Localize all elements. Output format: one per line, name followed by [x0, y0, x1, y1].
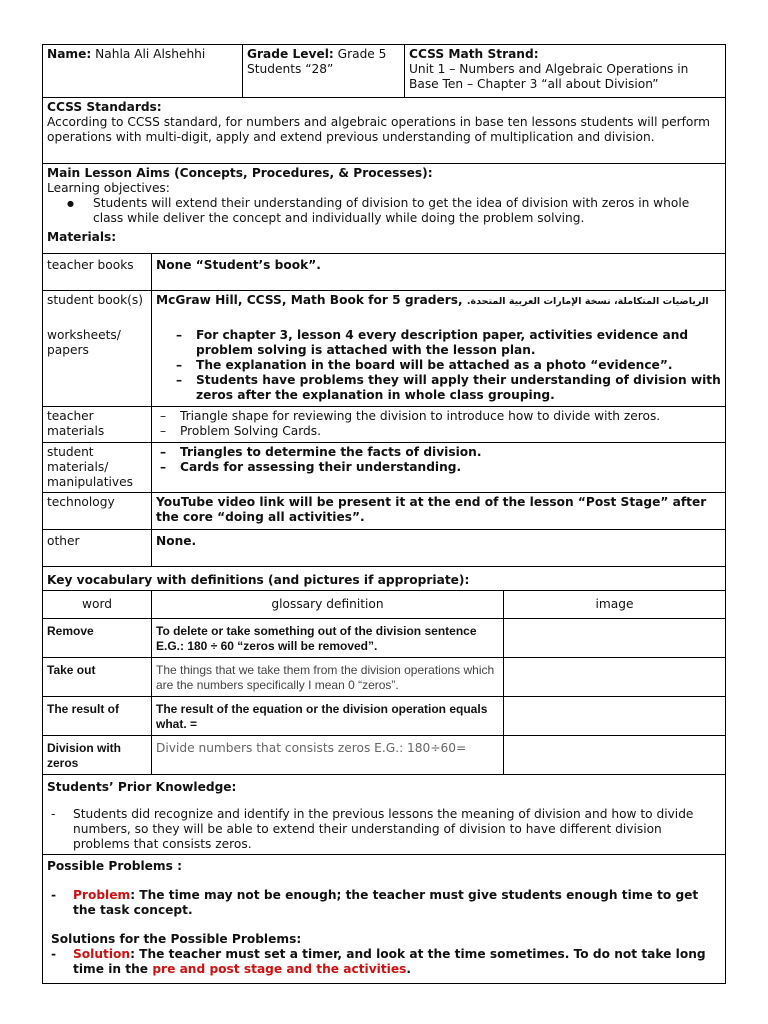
vocab-definition: The things that we take them from the division operations which are the numbers specifically I mean 0 “zeros”. — [151, 658, 503, 696]
materials-teacher-books-row — [43, 253, 725, 290]
name-cell — [43, 45, 242, 97]
technology-label: technology — [47, 495, 115, 509]
vocab-image-cell — [503, 697, 725, 735]
problems-cell — [43, 855, 725, 985]
vocabulary-heading-row — [43, 566, 725, 590]
prior-item: - Students did recognize and identify in the previous lessons the meaning of division and how to divide numbers, so they will be able to extend their understanding of division to have different division problems that consists zeros. — [51, 807, 694, 851]
name-label: Name: — [47, 47, 92, 61]
problems-heading: Possible Problems : — [47, 859, 182, 873]
problems-row — [43, 854, 725, 985]
student-books-value: McGraw Hill, CCSS, Math Book for 5 graders, — [156, 293, 463, 307]
header-row — [43, 45, 725, 97]
vocabulary-row — [43, 735, 725, 774]
worksheets-item: – Students have problems they will apply their understanding of division with zeros after the explanation in whole class grouping. — [176, 373, 721, 402]
prior-knowledge-row — [43, 774, 725, 854]
aims-cell — [43, 164, 725, 253]
standards-text: According to CCSS standard, for numbers and algebraic operations in base ten lessons students will perform operations with multi-digit, apply and extend previous understanding of multiplication and division. — [47, 115, 710, 144]
vocab-definition: The result of the equation or the division operation equals what. = — [151, 697, 503, 735]
strand-line-2: Base Ten – Chapter 3 “all about Division” — [409, 77, 659, 91]
solution-item: - Solution: The teacher must set a timer, and look at the time sometimes. To do not take long time in the pre and post stage and the activities. — [51, 947, 706, 976]
materials-student-materials-row — [43, 442, 725, 492]
aims-heading: Main Lesson Aims (Concepts, Procedures, & Processes): — [47, 166, 433, 180]
vocab-definition: Divide numbers that consists zeros E.G.: 180÷60= — [151, 736, 503, 774]
name-value: Nahla Ali Alshehhi — [95, 47, 206, 61]
teacher-materials-label: teacher materials — [47, 409, 105, 438]
vocabulary-row — [43, 696, 725, 735]
vocab-image-cell — [503, 736, 725, 774]
teacher-materials-item: – Triangle shape for reviewing the division to introduce how to divide with zeros. — [160, 409, 661, 423]
vocab-col-image: image — [503, 591, 725, 618]
aims-row — [43, 163, 725, 253]
teacher-materials-cell — [151, 407, 725, 442]
strand-cell — [404, 45, 725, 97]
student-books-cell — [151, 291, 725, 326]
worksheets-item: – For chapter 3, lesson 4 every description paper, activities evidence and problem solving is attached with the lesson plan. — [176, 328, 689, 357]
materials-student-books-row — [43, 290, 725, 326]
grade-label: Grade Level: — [247, 47, 334, 61]
prior-heading: Students’ Prior Knowledge: — [47, 780, 237, 794]
vocab-col-definition: glossary definition — [151, 591, 503, 618]
other-label: other — [47, 534, 80, 548]
vocabulary-heading: Key vocabulary with definitions (and pictures if appropriate): — [47, 573, 470, 587]
standards-cell — [43, 98, 725, 163]
other-value: None. — [151, 530, 725, 566]
solution-highlight: pre and post stage and the activities — [152, 962, 407, 976]
students-count: Students “28” — [247, 62, 334, 76]
strand-line-1: Unit 1 – Numbers and Algebraic Operations in — [409, 62, 689, 76]
objective-item: ● Students will extend their understanding of division to get the idea of division with zeros in whole class while deliver the concept and individually while doing the problem solving. — [93, 196, 721, 226]
teacher-materials-item: – Problem Solving Cards. — [160, 424, 321, 438]
student-books-label: student book(s) — [47, 293, 144, 307]
vocabulary-header-row — [43, 590, 725, 618]
problem-item: - Problem: The time may not be enough; the teacher must give students enough time to get the task concept. — [51, 888, 699, 917]
worksheets-label: worksheets/ papers — [47, 328, 121, 357]
vocab-word: Division with zeros — [47, 741, 122, 770]
vocabulary-row — [43, 618, 725, 657]
student-materials-cell — [151, 443, 725, 492]
vocabulary-row — [43, 657, 725, 696]
worksheets-item: – The explanation in the board will be attached as a photo “evidence”. — [176, 358, 673, 372]
vocab-word: Take out — [47, 663, 96, 677]
teacher-books-value: None “Student’s book”. — [151, 254, 725, 290]
vocab-image-cell — [503, 658, 725, 696]
technology-value: YouTube video link will be present it at the end of the lesson “Post Stage” after the core “doing all activities”. — [151, 493, 725, 529]
objectives-label: Learning objectives: — [47, 181, 170, 195]
standards-row — [43, 97, 725, 163]
lesson-plan-document — [42, 44, 726, 984]
standards-heading: CCSS Standards: — [47, 100, 162, 114]
vocab-image-cell — [503, 619, 725, 657]
student-materials-item: – Cards for assessing their understanding. — [160, 460, 462, 474]
teacher-books-label: teacher books — [47, 258, 134, 272]
student-books-arabic: الرياضيات المتكاملة، نسخة الإمارات العربية المتحدة. — [466, 296, 709, 307]
materials-heading: Materials: — [47, 230, 117, 244]
vocab-word: Remove — [47, 624, 94, 638]
materials-technology-row — [43, 492, 725, 529]
student-materials-item: – Triangles to determine the facts of division. — [160, 445, 482, 459]
solution-label: Solution — [73, 947, 131, 961]
vocab-col-word: word — [82, 597, 112, 611]
strand-label: CCSS Math Strand: — [409, 47, 539, 61]
problem-label: Problem — [73, 888, 131, 902]
grade-value: Grade 5 — [337, 47, 387, 61]
materials-worksheets-row — [43, 326, 725, 406]
worksheets-cell — [151, 326, 725, 406]
materials-other-row — [43, 529, 725, 566]
solutions-heading: Solutions for the Possible Problems: — [51, 932, 302, 946]
grade-cell — [242, 45, 404, 97]
vocab-word: The result of — [47, 702, 120, 716]
vocab-definition: To delete or take something out of the division sentence E.G.: 180 ÷ 60 “zeros will be removed”. — [151, 619, 503, 657]
materials-teacher-materials-row — [43, 406, 725, 442]
prior-knowledge-cell — [43, 775, 725, 854]
student-materials-label: student materials/ manipulatives — [47, 445, 133, 489]
